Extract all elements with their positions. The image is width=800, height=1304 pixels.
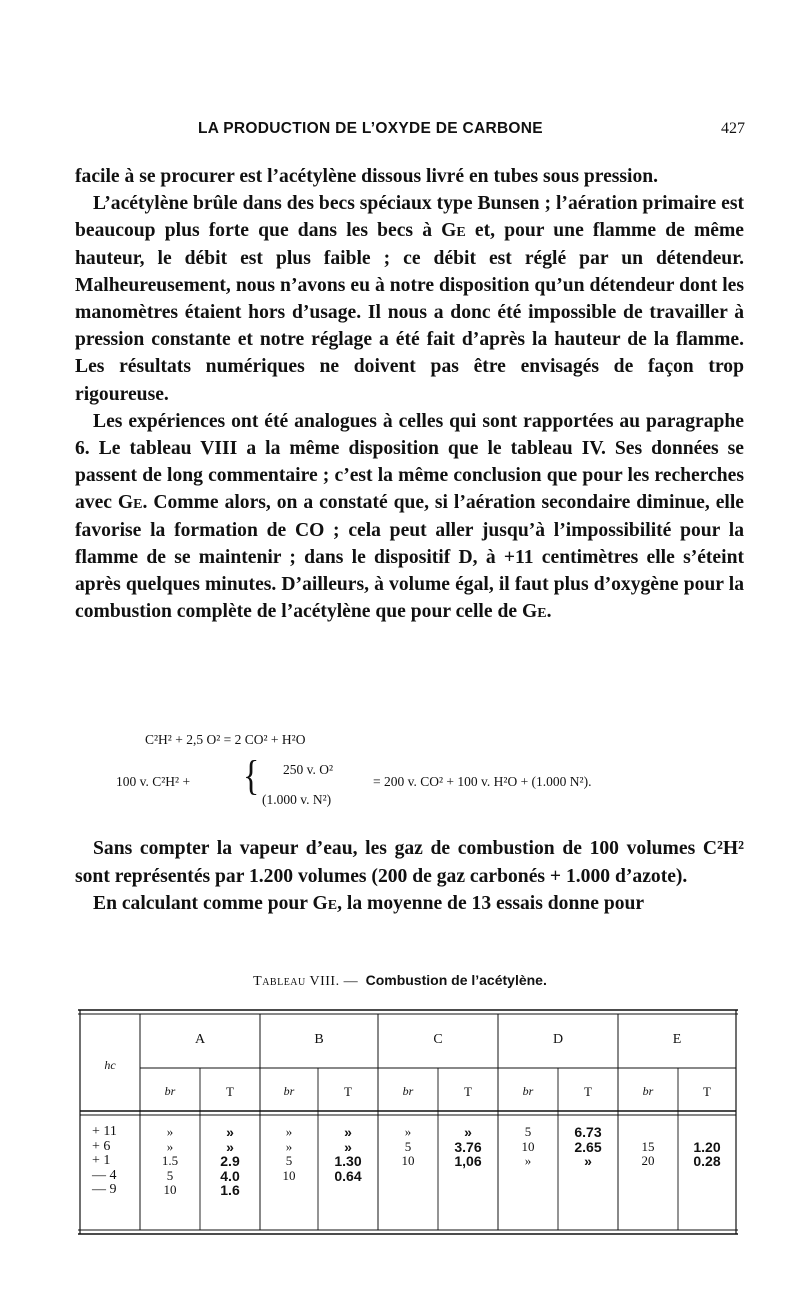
subheader-cell: br: [164, 1084, 176, 1098]
table-cell: 10: [163, 1182, 177, 1197]
page-header: [78, 120, 745, 144]
subheader-cell: br: [283, 1084, 295, 1098]
group-header-c: C: [433, 1032, 443, 1047]
subheader-cell: T: [344, 1084, 352, 1099]
table-cell: »: [404, 1124, 412, 1139]
table-cell: »: [524, 1153, 532, 1168]
paragraph-1: facile à se procurer est l’acétylène dissous livré en tubes sous pression.: [75, 166, 659, 187]
table-cell: 1.30: [334, 1153, 362, 1169]
subheader-cell: br: [642, 1084, 654, 1098]
table-cell: »: [285, 1138, 293, 1154]
table-number: Tableau VIII. —: [253, 974, 359, 989]
table-cell: 1.6: [220, 1182, 240, 1198]
table-cell: 2.9: [220, 1153, 240, 1169]
subheader-cell: T: [226, 1084, 234, 1099]
table-cell: »: [166, 1138, 174, 1154]
group-header-e: E: [672, 1032, 682, 1047]
row-header-cell: — 9: [92, 1182, 117, 1197]
formula-line-1: C²H² + 2,5 O² = 2 CO² + H²O: [145, 732, 306, 747]
table-caption: Combustion de l’acétylène.: [365, 972, 547, 988]
group-header-d: D: [552, 1032, 564, 1047]
table-cell: »: [344, 1124, 352, 1140]
row-header-cell: — 4: [92, 1167, 117, 1183]
table-cell: 10: [521, 1138, 535, 1154]
table-cell: 2.65: [574, 1138, 602, 1155]
group-header-b: B: [314, 1032, 324, 1047]
table-cell: »: [344, 1138, 352, 1155]
formula-line-2-right: = 200 v. CO² + 100 v. H²O + (1.000 N²).: [373, 774, 592, 789]
table-cell: 15: [641, 1138, 655, 1154]
running-title: LA PRODUCTION DE L’OXYDE DE CARBONE: [198, 120, 543, 137]
table-title: [0, 972, 800, 990]
table-cell: 1,06: [454, 1153, 482, 1169]
row-header-cell: + 1: [92, 1153, 111, 1168]
paragraph-5: En calculant comme pour Ge, la moyenne de 13 essais donne pour: [93, 893, 645, 915]
row-header-cell: + 6: [92, 1138, 111, 1154]
body-text-top: [75, 163, 744, 625]
table-cell: 10: [401, 1153, 415, 1168]
formula-line-2-left: 100 v. C²H² +: [116, 774, 191, 789]
subheader-cell: T: [464, 1084, 472, 1099]
row-header-label: hc: [104, 1058, 116, 1072]
page-number: 427: [721, 120, 745, 137]
table-cell: 1.5: [161, 1153, 179, 1168]
subheader-cell: T: [584, 1084, 592, 1099]
subheader-cell: br: [522, 1084, 534, 1098]
table-cell: »: [464, 1124, 472, 1140]
table-cell: 6.73: [574, 1124, 602, 1140]
formula-brace-top: 250 v. O²: [283, 762, 334, 777]
table-cell: 0.64: [334, 1167, 362, 1184]
paragraph-4: Sans compter la vapeur d’eau, les gaz de combustion de 100 volumes C²H² sont représentés par 1.200 volumes (200 de gaz carbonés + 1.000 d’azote).: [75, 838, 744, 887]
table-cell: 5: [166, 1167, 174, 1183]
table-cell: 5: [524, 1124, 532, 1139]
table-cell: »: [226, 1124, 234, 1140]
table-cell: »: [285, 1124, 293, 1139]
table-cell: 4.0: [220, 1167, 240, 1184]
table-cell: 5: [404, 1138, 412, 1154]
paragraph-3: Les expériences ont été analogues à celles qui sont rapportées au paragraphe 6. Le tableau VIII a la même disposition que le tableau IV. Ses données se passent de long commentaire ; c’est la même conclusion que pour les recherches avec Ge. Comme alors, on a constaté que, si l’aération secondaire diminue, elle favorise la formation de CO ; cela peut aller jusqu’à l’impossibilité pour la flamme de se maintenir ; dans le dispositif D, à +11 centimètres elle s’éteint après quelques minutes. D’ailleurs, à volume égal, il faut plus d’oxygène pour la combustion complète de l’acétylène que pour celle de Ge.: [75, 410, 744, 623]
paragraph-2: L’acétylène brûle dans des becs spéciaux type Bunsen ; l’aération primaire est beaucoup plus forte que dans les becs à Ge et, pour une flamme de même hauteur, le débit est plus faible ; ce débit est réglé par un détendeur. Malheureusement, nous n’avons eu à notre disposition qu’un détendeur dont les manomètres étaient hors d’usage. Il nous a donc été impossible de travailler à pression constante et notre réglage a été fait d’après la hauteur de la flamme. Les résultats numériques ne doivent pas être envisagés de façon trop rigoureuse.: [75, 193, 744, 405]
table-cell: 3.76: [454, 1138, 482, 1155]
formula-brace-bottom: (1.000 v. N²): [262, 792, 332, 807]
group-header-a: A: [194, 1032, 206, 1047]
table-cell: 20: [641, 1153, 655, 1168]
subheader-cell: T: [703, 1084, 711, 1099]
brace: {: [243, 753, 260, 800]
table-cell: »: [166, 1124, 174, 1139]
body-text-bottom: [75, 835, 744, 918]
table-cell: »: [584, 1153, 592, 1169]
row-header-cell: + 11: [92, 1124, 117, 1139]
table-cell: 10: [282, 1167, 296, 1183]
table-cell: 1.20: [693, 1138, 721, 1155]
table-cell: »: [226, 1138, 234, 1155]
subheader-cell: br: [402, 1084, 414, 1098]
table-cell: 0.28: [693, 1153, 721, 1169]
data-table: [78, 1008, 738, 1236]
table-cell: 5: [285, 1153, 293, 1168]
